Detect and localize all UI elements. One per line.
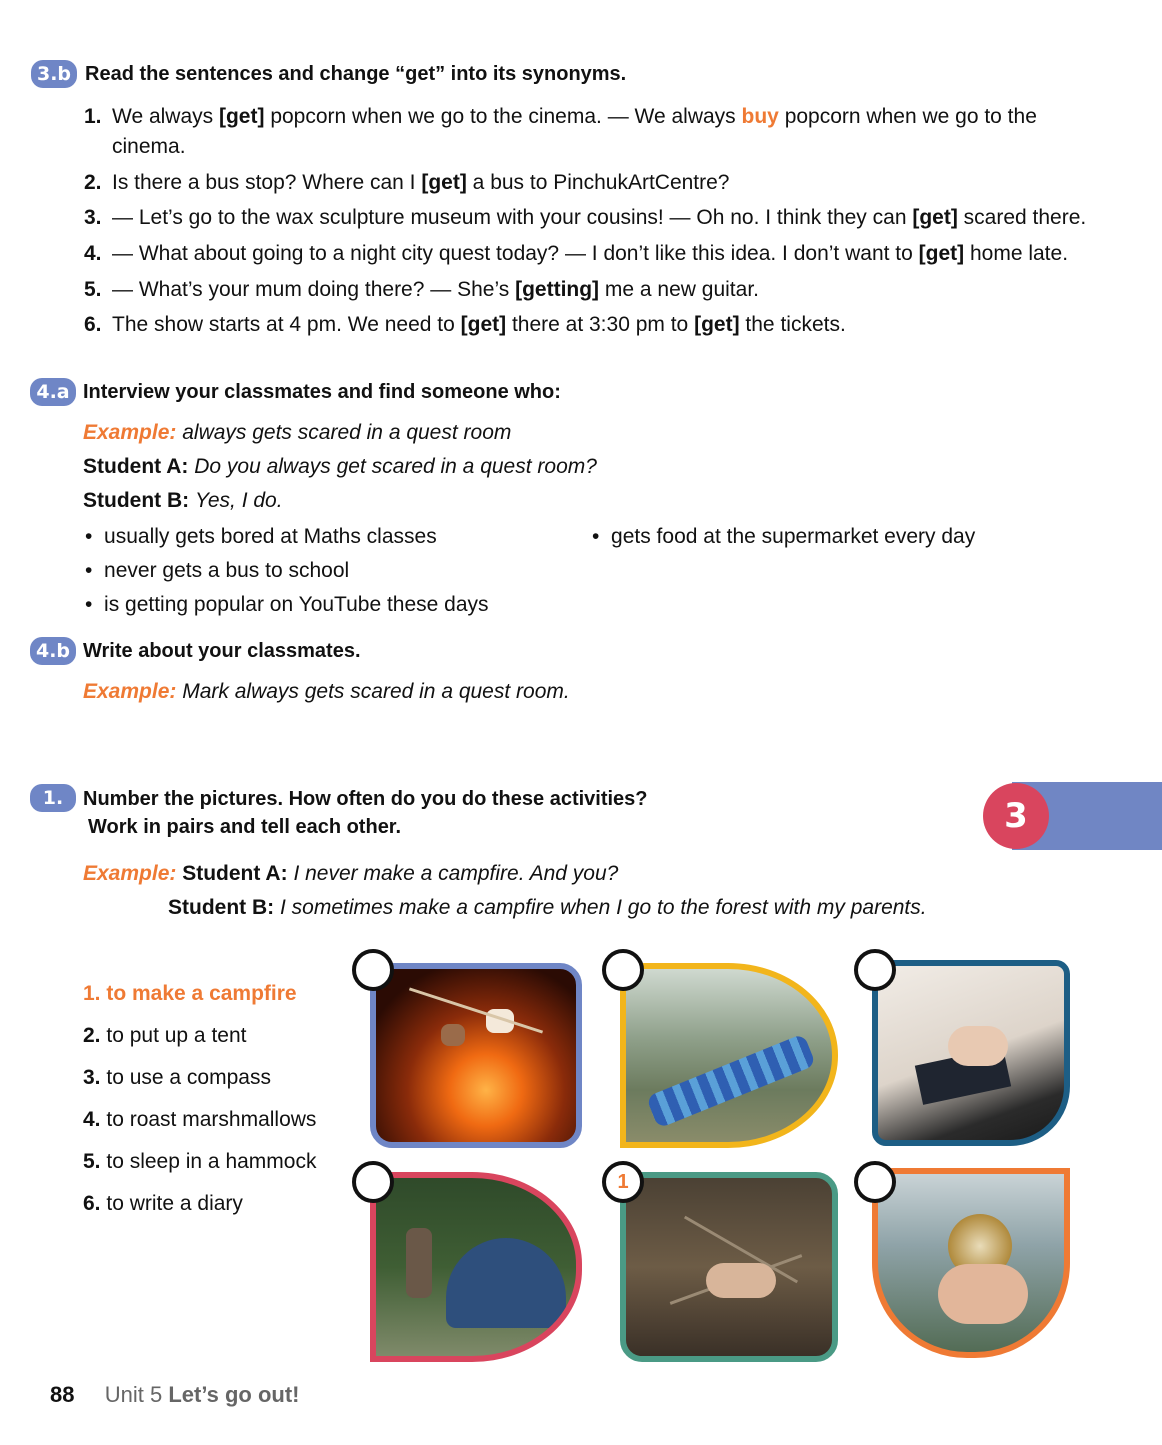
student-a-text: I never make a campfire. And you? [293, 862, 619, 885]
sentence-part: a bus to PinchukArtCentre? [466, 171, 730, 194]
activity-number: 4. [83, 1108, 101, 1131]
sentence-part: scared there. [957, 206, 1087, 229]
sentence-item [84, 239, 1068, 269]
sentence-part: [get] [460, 313, 507, 336]
activity-item [83, 1021, 246, 1051]
bullet-text: never gets a bus to school [104, 559, 350, 582]
page-number: 88 [50, 1382, 75, 1407]
unit-title: Let’s go out! [168, 1382, 300, 1407]
student-b-line [83, 486, 283, 516]
student-b-text: Yes, I do. [195, 489, 283, 512]
sentence-part: — What’s your mum doing there? — She’s [112, 278, 516, 301]
activity-text: to sleep in a hammock [106, 1150, 317, 1173]
bullet-item: • never gets a bus to school [85, 559, 350, 582]
sentence-part: [get] [918, 242, 965, 265]
sentence-part: [getting] [515, 278, 600, 301]
answer-circle[interactable]: 1 [602, 1161, 644, 1203]
sentence-item [84, 275, 759, 305]
exercise-badge-1: 1. [30, 784, 76, 812]
sentence-part: Is there a bus stop? Where can I [112, 171, 422, 194]
activity-item [83, 1189, 243, 1219]
student-b-text: I sometimes make a campfire when I go to the forest with my parents. [280, 896, 927, 919]
bullet-item: • usually gets bored at Maths classes [85, 525, 437, 548]
activity-item [83, 979, 297, 1009]
bullet-item: • is getting popular on YouTube these days [85, 593, 489, 616]
bullet-item: • gets food at the supermarket every day [592, 525, 976, 548]
example-text: Mark always gets scared in a quest room. [182, 680, 570, 703]
writing-diary-photo [872, 960, 1070, 1146]
sentence-part: [get] [912, 206, 958, 229]
sentence-part: me a new guitar. [599, 278, 759, 301]
exercise-4a-heading: Interview your classmates and find someone who: [83, 381, 561, 403]
sentence-part: popcorn when we go to the [778, 105, 1037, 128]
sentence-part: popcorn when we go to the cinema. — We always [264, 105, 742, 128]
sentence-part: [get] [694, 313, 740, 336]
sentence-continuation: cinema. [112, 135, 186, 158]
sentence-part: [get] [218, 105, 265, 128]
student-a-label: Student A: [182, 862, 288, 885]
sentence-part: the tickets. [739, 313, 846, 336]
sentence-part: — Let’s go to the wax sculpture museum with your cousins! — Oh no. I think they can [112, 206, 913, 229]
sentence-item [84, 310, 846, 340]
sentence-part: — What about going to a night city quest today? — I don’t like this idea. I don’t want to [112, 242, 919, 265]
student-a-text: Do you always get scared in a quest room? [194, 455, 597, 478]
sentence-item [84, 102, 1037, 132]
putting-up-tent-photo [370, 1172, 582, 1362]
hammock-photo [620, 963, 838, 1148]
student-a-label: Student A: [83, 455, 189, 478]
activity-text: to roast marshmallows [106, 1108, 317, 1131]
activity-item [83, 1105, 316, 1135]
sentence-number: 1. [84, 105, 102, 128]
activity-text: to use a compass [106, 1066, 271, 1089]
example-line [83, 859, 618, 889]
bullet-text: is getting popular on YouTube these days [104, 593, 489, 616]
example-line [83, 418, 511, 448]
student-b-label: Student B: [168, 896, 275, 919]
unit-number-circle: 3 [983, 783, 1049, 849]
sentence-number: 6. [84, 313, 102, 336]
example-label: Example: [83, 862, 177, 885]
answer-circle[interactable] [854, 1161, 896, 1203]
roasting-marshmallows-photo [370, 963, 582, 1148]
sentence-number: 2. [84, 171, 102, 194]
compass-photo [872, 1168, 1070, 1358]
answer-circle[interactable] [352, 949, 394, 991]
student-b-label: Student B: [83, 489, 190, 512]
exercise-badge-4b: 4.b [30, 637, 76, 665]
answer-circle[interactable] [352, 1161, 394, 1203]
activity-item [83, 1147, 316, 1177]
sentence-part: home late. [964, 242, 1069, 265]
activity-number: 6. [83, 1192, 101, 1215]
student-a-line [83, 452, 597, 482]
answer-circle[interactable] [854, 949, 896, 991]
exercise-badge-3b: 3.b [31, 60, 77, 88]
sentence-part: buy [741, 105, 779, 128]
example-line [83, 677, 570, 707]
sentence-part: We always [112, 105, 219, 128]
sentence-part: [get] [421, 171, 467, 194]
activity-text: to write a diary [106, 1192, 243, 1215]
activity-item [83, 1063, 271, 1093]
exercise-badge-4a: 4.a [30, 378, 76, 406]
sentence-part: The show starts at 4 pm. We need to [112, 313, 461, 336]
exercise-1-heading-line1: Number the pictures. How often do you do these activities? [83, 788, 648, 810]
student-b-line [168, 893, 927, 923]
sentence-item [84, 168, 730, 198]
sentence-number: 5. [84, 278, 102, 301]
example-label: Example: [83, 680, 177, 703]
sentence-item [84, 203, 1086, 233]
exercise-3b-heading: Read the sentences and change “get” into its synonyms. [85, 63, 627, 85]
footer [50, 1380, 300, 1410]
activity-number: 5. [83, 1150, 101, 1173]
sentence-number: 3. [84, 206, 102, 229]
sentence-number: 4. [84, 242, 102, 265]
unit-label: Unit 5 [104, 1382, 163, 1407]
answer-circle[interactable] [602, 949, 644, 991]
activity-text: to make a campfire [106, 982, 297, 1005]
activity-text: to put up a tent [106, 1024, 247, 1047]
exercise-1-heading-line2: Work in pairs and tell each other. [88, 816, 402, 838]
bullet-text: usually gets bored at Maths classes [104, 525, 437, 548]
making-campfire-photo [620, 1172, 838, 1362]
example-text: always gets scared in a quest room [182, 421, 512, 444]
example-label: Example: [83, 421, 177, 444]
bullet-text: gets food at the supermarket every day [611, 525, 976, 548]
activity-number: 1. [83, 982, 101, 1005]
activity-number: 2. [83, 1024, 101, 1047]
exercise-4b-heading: Write about your classmates. [83, 640, 361, 662]
activity-number: 3. [83, 1066, 101, 1089]
sentence-part: there at 3:30 pm to [506, 313, 695, 336]
